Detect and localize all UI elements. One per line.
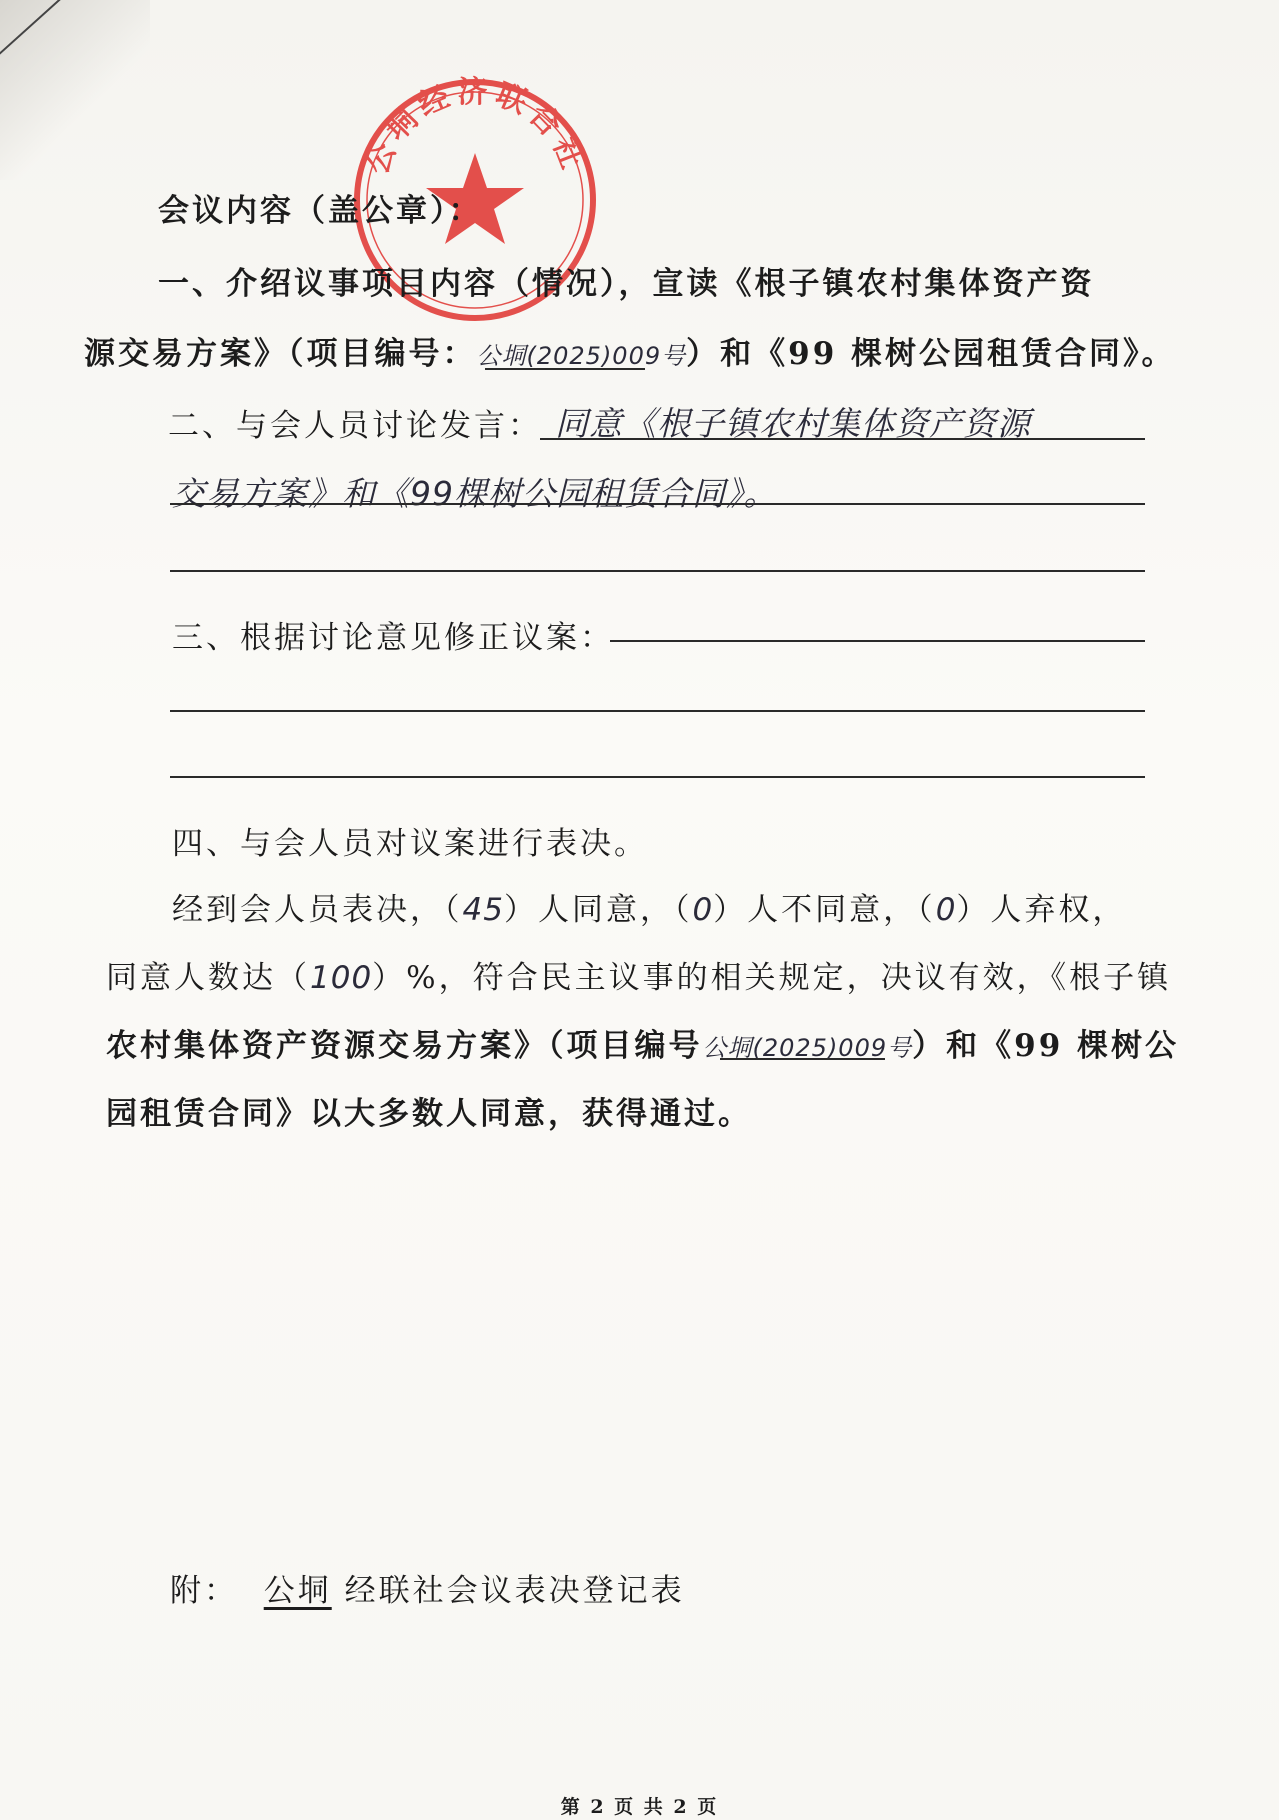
item2-answer-rule2 <box>170 503 1145 505</box>
item4-label: 四、与会人员对议案进行表决。 <box>172 826 648 862</box>
attachment-line <box>170 1565 685 1610</box>
vote-text-1: 经到会人员表决，（ <box>172 892 463 928</box>
vote-project-number: 公垌(2025)009号 <box>702 1034 913 1062</box>
attachment-label: 附： <box>170 1573 238 1609</box>
vote-result-line4: 园租赁合同》以大多数人同意，获得通过。 <box>106 1096 752 1132</box>
item1-line1: 一、介绍议事项目内容（情况），宣读《根子镇农村集体资产资 <box>158 266 1095 302</box>
item3-answer-rule1 <box>610 640 1145 642</box>
item1-project-number: 公垌(2025)009号 <box>476 342 687 370</box>
item2-label: 二、与会人员讨论发言： <box>168 408 542 444</box>
item2-answer-rule1 <box>540 438 1145 440</box>
page-fold-shadow <box>0 0 150 180</box>
item3-answer-rule3 <box>170 776 1145 778</box>
item1-line2-prefix: 源交易方案》（项目编号： <box>84 336 477 372</box>
item3-answer-rule2 <box>170 710 1145 712</box>
vote-text-8: ）和《99 棵树公 <box>912 1028 1180 1064</box>
attachment-text: 经联社会议表决登记表 <box>344 1573 685 1609</box>
item2-handwritten-line2: 交易方案》和《99棵树公园租赁合同》。 <box>172 474 778 513</box>
item1-line2-suffix: ）和《99 棵树公园租赁合同》。 <box>686 336 1176 372</box>
meeting-content-heading: 会议内容（盖公章）： <box>158 193 483 229</box>
vote-text-5: 同意人数达（ <box>106 960 310 996</box>
vote-project-number-underline <box>720 1058 885 1060</box>
vote-disagree-count: 0 <box>692 892 714 928</box>
vote-text-6: ）%，符合民主议事的相关规定，决议有效，《根子镇 <box>372 960 1172 996</box>
vote-text-4: ）人弃权， <box>956 892 1127 928</box>
item2-handwritten-line1: 同意《根子镇农村集体资产资源 <box>555 404 1031 443</box>
vote-text-2: ）人同意，（ <box>503 892 693 928</box>
seal-text: 公垌经济联合社 <box>359 74 592 180</box>
vote-text-3: ）人不同意，（ <box>713 892 936 928</box>
item1-line2 <box>84 328 1176 373</box>
vote-agree-count: 45 <box>462 892 504 928</box>
item2-answer-rule3 <box>170 570 1145 572</box>
vote-result-line1 <box>172 884 1126 929</box>
vote-result-line2 <box>106 952 1171 997</box>
vote-abstain-count: 0 <box>935 892 957 928</box>
attachment-org: 公垌 <box>263 1573 332 1609</box>
vote-text-7: 农村集体资产资源交易方案》（项目编号 <box>106 1028 703 1064</box>
item3-label: 三、根据讨论意见修正议案： <box>172 620 614 656</box>
page-footer: 第 2 页 共 2 页 <box>560 1796 719 1818</box>
vote-agree-percent: 100 <box>310 960 373 996</box>
project-number-underline <box>485 368 645 370</box>
vote-result-line3 <box>106 1020 1179 1065</box>
